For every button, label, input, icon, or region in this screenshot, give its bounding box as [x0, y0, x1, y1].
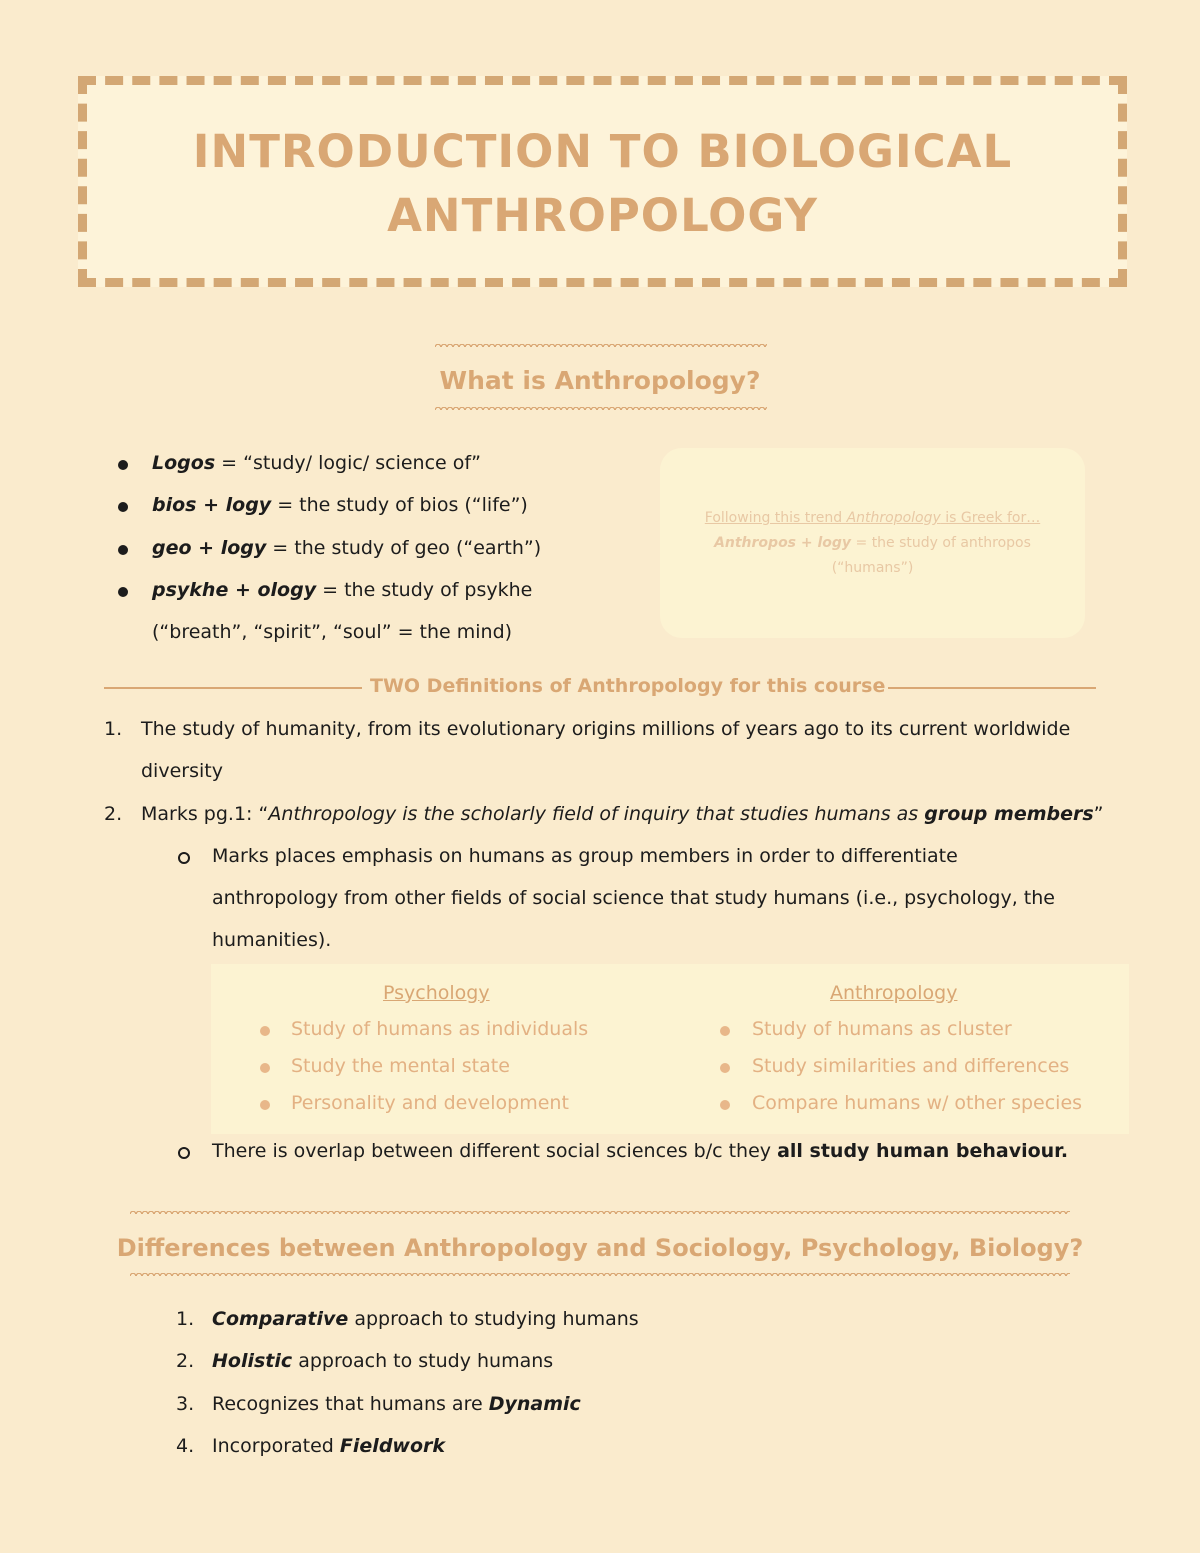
text: approach to study humans: [292, 1350, 554, 1372]
term: Fieldwork: [339, 1435, 446, 1457]
anthropology-item: Study of humans as cluster: [752, 1018, 1012, 1040]
term: Anthropos + logy: [714, 535, 852, 551]
bullet-icon: [720, 1063, 730, 1073]
divider-line: [104, 687, 362, 689]
section-heading-what-is: What is Anthropology?: [439, 366, 761, 395]
bullet-geo: [152, 537, 541, 559]
column-title-anthropology: Anthropology: [830, 982, 958, 1004]
definition: = the study of bios (“life”): [271, 494, 528, 516]
difference-number: 3.: [176, 1393, 195, 1415]
psychology-item: Personality and development: [291, 1092, 569, 1114]
term: Comparative: [212, 1308, 349, 1330]
definition: = the study of geo (“earth”): [266, 537, 542, 559]
hollow-bullet-icon: [178, 852, 190, 864]
text-bold: all study human behaviour.: [777, 1140, 1069, 1162]
difference-number: 2.: [176, 1350, 195, 1372]
quote-italic: Anthropology is the scholarly field of inquiry that studies humans as: [268, 803, 925, 825]
quote-bold-italic: group members: [924, 803, 1094, 825]
definition: = the study of psykhe: [316, 579, 533, 601]
divider-line: [888, 687, 1096, 689]
text: ”: [1093, 803, 1104, 825]
definition-1-line-1: The study of humanity, from its evolutionary origins millions of years ago to its current worldwide: [141, 718, 1071, 740]
difference-item-4: [212, 1435, 445, 1457]
definitions-heading: TWO Definitions of Anthropology for this course: [370, 675, 886, 697]
term: Logos: [152, 452, 216, 474]
text: There is overlap between different social sciences b/c they: [212, 1140, 778, 1162]
bullet-icon: [260, 1026, 270, 1036]
squiggle-divider: [130, 1211, 1070, 1217]
definition-1-number: 1.: [104, 718, 123, 740]
term: psykhe + ology: [152, 579, 317, 601]
hollow-bullet-icon: [178, 1147, 190, 1159]
difference-item-3: [212, 1393, 581, 1415]
anthropology-item: Compare humans w/ other species: [752, 1092, 1083, 1114]
bullet-icon: [720, 1026, 730, 1036]
bullet-logos: [152, 452, 481, 474]
term: bios + logy: [152, 494, 272, 516]
bullet-icon: [118, 545, 128, 555]
bullet-icon: [720, 1100, 730, 1110]
term: geo + logy: [152, 537, 267, 559]
greek-callout-line-2: [660, 535, 1085, 551]
term: Dynamic: [488, 1393, 581, 1415]
text: Following this trend: [704, 510, 847, 526]
greek-callout-line-1: [660, 510, 1085, 526]
bullet-psykhe: [152, 579, 532, 601]
bullet-icon: [260, 1063, 270, 1073]
text: Recognizes that humans are: [212, 1393, 489, 1415]
squiggle-divider: [435, 407, 767, 413]
term: Holistic: [212, 1350, 293, 1372]
sub-bullet-1-line-1: Marks places emphasis on humans as group members in order to differentiate: [212, 845, 958, 867]
greek-callout-box: [660, 448, 1085, 638]
definition-2-text: [141, 803, 1104, 825]
anthropology-item: Study similarities and differences: [752, 1055, 1070, 1077]
bullet-psykhe-continued: (“breath”, “spirit”, “soul” = the mind): [152, 621, 513, 643]
sub-bullet-1-line-3: humanities).: [212, 929, 332, 951]
definition-1-line-2: diversity: [141, 760, 223, 782]
title-line-1: INTRODUCTION TO BIOLOGICAL: [192, 125, 1013, 178]
difference-number: 4.: [176, 1435, 195, 1457]
bullet-icon: [118, 587, 128, 597]
squiggle-divider: [435, 344, 767, 350]
bullet-icon: [260, 1100, 270, 1110]
greek-callout-line-3: (“humans”): [831, 560, 914, 576]
text: approach to studying humans: [348, 1308, 639, 1330]
difference-item-2: [212, 1350, 553, 1372]
definition: = the study of anthropos: [851, 535, 1031, 551]
psychology-item: Study of humans as individuals: [291, 1018, 589, 1040]
bullet-icon: [118, 502, 128, 512]
bullet-icon: [118, 460, 128, 470]
difference-item-1: [212, 1308, 639, 1330]
text: Marks pg.1: “: [141, 803, 269, 825]
sub-bullet-1-line-2: anthropology from other fields of social science that study humans (i.e., psychology, the: [212, 887, 1055, 909]
squiggle-divider: [130, 1273, 1070, 1279]
text: Incorporated: [212, 1435, 340, 1457]
column-title-psychology: Psychology: [383, 982, 490, 1004]
definition-2-number: 2.: [104, 803, 123, 825]
definition: = “study/ logic/ science of”: [215, 452, 481, 474]
text-italic: Anthropology: [846, 510, 941, 526]
difference-number: 1.: [176, 1308, 195, 1330]
bullet-bios: [152, 494, 528, 516]
sub-bullet-2: [212, 1140, 1068, 1162]
section-heading-differences: Differences between Anthropology and Sociology, Psychology, Biology?: [116, 1234, 1084, 1262]
comparison-box: [211, 964, 1129, 1134]
title-box: [78, 76, 1127, 287]
title-line-2: ANTHROPOLOGY: [387, 189, 818, 242]
text: is Greek for…: [940, 510, 1041, 526]
psychology-item: Study the mental state: [291, 1055, 510, 1077]
